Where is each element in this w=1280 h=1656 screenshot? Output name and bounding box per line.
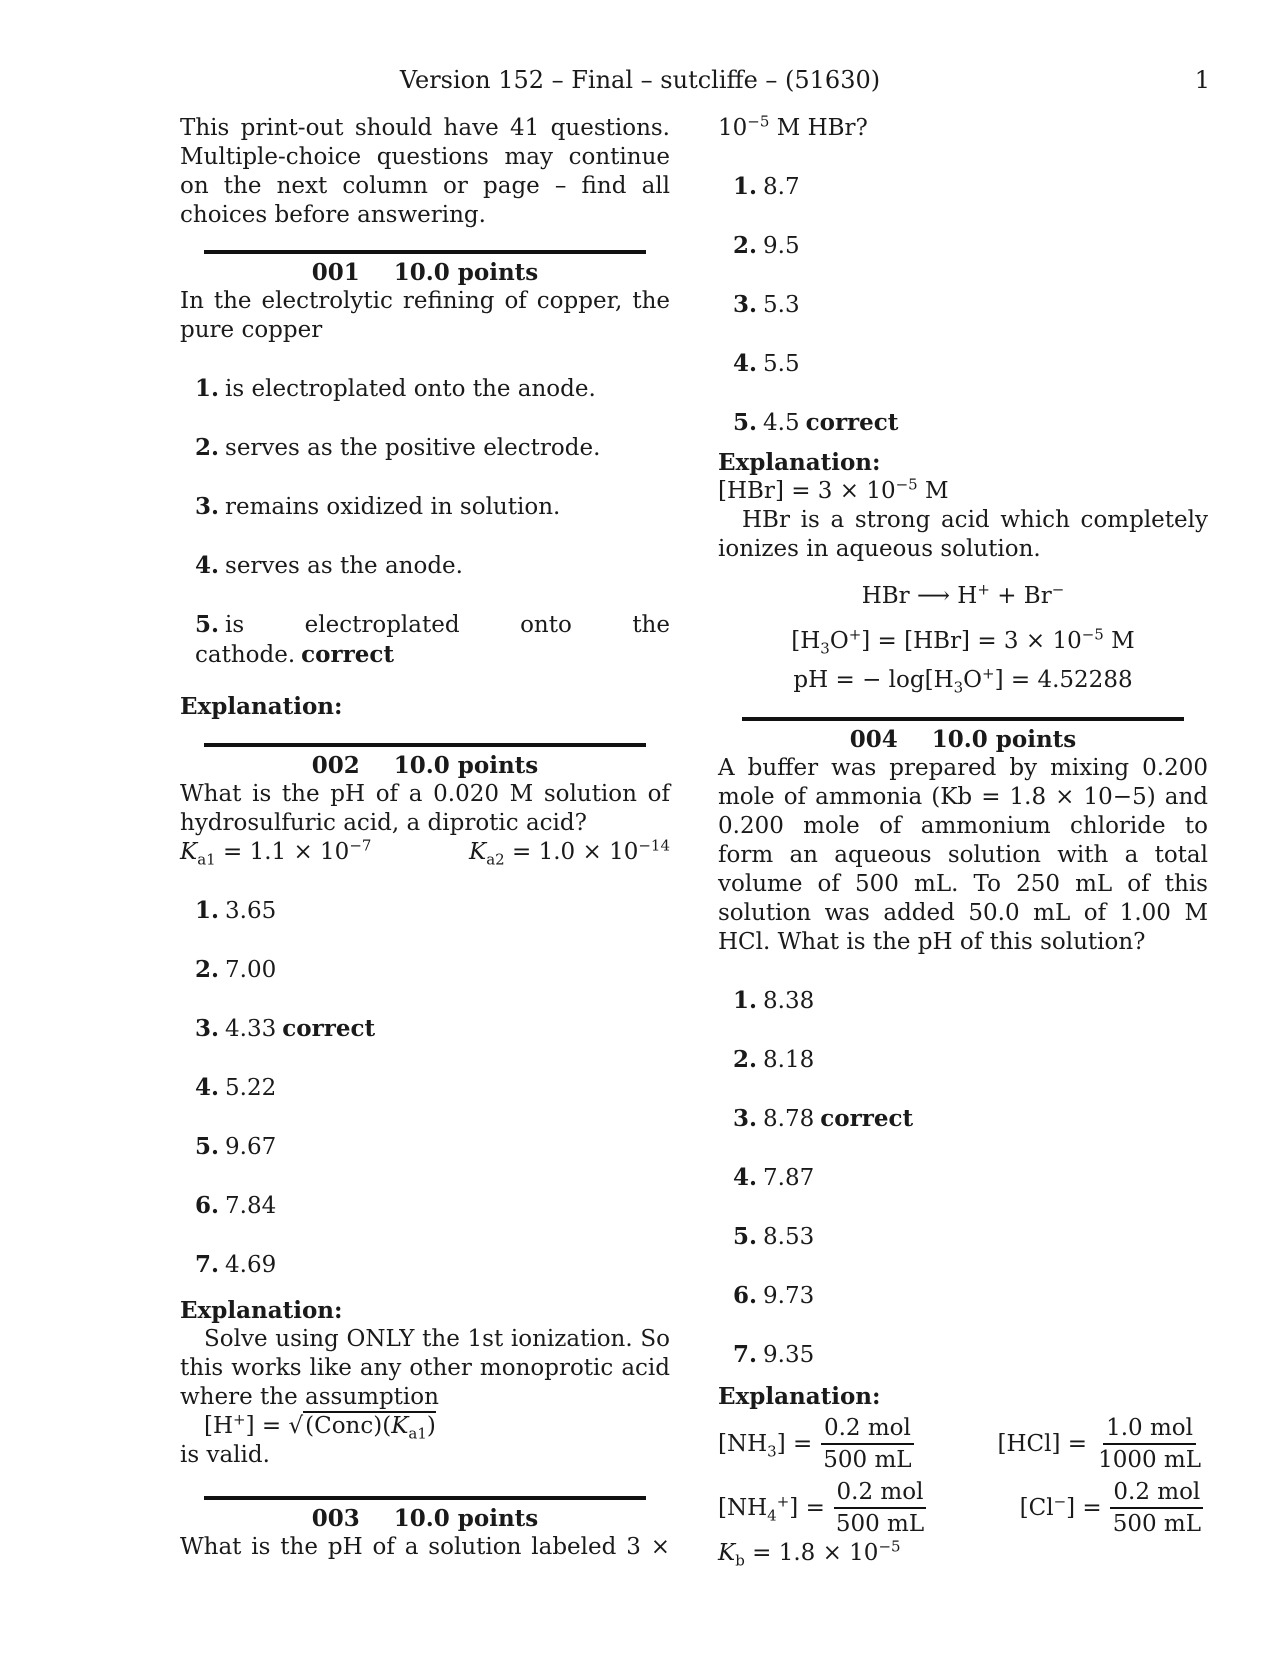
- ka2-value: $K_{a2} = 1.0 \times 10^{-14}$: [469, 836, 670, 869]
- choice-004-1[interactable]: 1. 8.38: [733, 987, 815, 1014]
- valid-text: is valid.: [180, 1442, 270, 1468]
- right-column: [718, 114, 1208, 1568]
- choice-001-4[interactable]: 4. serves as the anode.: [195, 552, 463, 579]
- kb-value: $K_b = 1.8 \times 10^{-5}$: [718, 1537, 901, 1570]
- page-number: 1: [1194, 66, 1210, 94]
- question-divider: [742, 717, 1184, 721]
- choice-002-2[interactable]: 2. 7.00: [195, 956, 277, 983]
- correct-marker: correct: [301, 641, 394, 668]
- nh3-fraction: $[NH_3]$ = $\frac{\text{0.2 mol}}{500 mL}$: [718, 1413, 919, 1475]
- hcl-fraction: [HCl] = $\frac{\text{1.0 mol}}{1000 mL}$: [997, 1415, 1201, 1473]
- question-text-001: In the electrolytic refining of copper, the pure copper: [180, 288, 670, 343]
- equation-ph: pH = − $\log[H_3O^+] = 4.52288$: [793, 664, 1133, 697]
- explanation-text-003: HBr is a strong acid which completely ionizes in aqueous solution.: [718, 507, 1208, 562]
- choice-003-2[interactable]: 2. 9.5: [733, 232, 800, 259]
- choice-004-3[interactable]: 3. 8.78 correct: [733, 1105, 914, 1132]
- equation-h3o: $[H_3O^+] = [HBr] = 3 \times 10^{-5}$ M: [791, 625, 1135, 658]
- equation-dissociation: HBr ⟶ H+ + Br−: [861, 580, 1065, 609]
- question-number: 001: [311, 259, 360, 286]
- question-points: 10.0 points: [393, 1505, 539, 1532]
- choice-001-3[interactable]: 3. remains oxidized in solution.: [195, 493, 561, 520]
- question-text-003: What is the pH of a solution labeled 3 ×: [180, 1534, 670, 1560]
- question-divider: [204, 250, 646, 254]
- question-text-003-cont: $10^{-5}$ M HBr?: [718, 112, 868, 141]
- choice-004-7[interactable]: 7. 9.35: [733, 1341, 815, 1368]
- question-text-002: What is the pH of a 0.020 M solution of hydrosulfuric acid, a diprotic acid?: [180, 781, 670, 836]
- question-header-004: [718, 725, 1208, 754]
- choice-002-6[interactable]: 6. 7.84: [195, 1192, 277, 1219]
- intro-text: This print-out should have 41 questions. Multiple-choice questions may continue on the next column or page – find all choices before answering.: [180, 115, 670, 228]
- question-divider: [204, 743, 646, 747]
- question-points: 10.0 points: [393, 752, 539, 779]
- ka-values: [180, 838, 670, 867]
- choice-002-7[interactable]: 7. 4.69: [195, 1251, 277, 1278]
- fraction-row-2: [718, 1475, 1208, 1539]
- correct-marker: correct: [282, 1015, 376, 1042]
- cl-fraction: [Cl−] = $\frac{\text{0.2 mol}}{500 mL}$: [1020, 1477, 1208, 1539]
- choice-002-4[interactable]: 4. 5.22: [195, 1074, 277, 1101]
- question-header-003: [180, 1504, 670, 1533]
- explanation-title: Explanation:: [718, 449, 881, 476]
- question-header-001: [180, 258, 670, 287]
- choice-001-2[interactable]: 2. serves as the positive electrode.: [195, 434, 601, 461]
- question-number: 003: [311, 1505, 360, 1532]
- explanation-title: Explanation:: [180, 693, 343, 720]
- left-column: [180, 114, 670, 1562]
- choice-004-4[interactable]: 4. 7.87: [733, 1164, 815, 1191]
- choice-004-6[interactable]: 6. 9.73: [733, 1282, 815, 1309]
- choice-001-1[interactable]: 1. is electroplated onto the anode.: [195, 375, 596, 402]
- choice-003-4[interactable]: 4. 5.5: [733, 350, 800, 377]
- ka1-value: $K_{a1} = 1.1 \times 10^{-7}$: [180, 836, 372, 869]
- choice-003-5[interactable]: 5. 4.5 correct: [733, 409, 899, 436]
- question-points: 10.0 points: [931, 726, 1077, 753]
- choice-004-2[interactable]: 2. 8.18: [733, 1046, 815, 1073]
- nh4-fraction: $[NH_4^+]$ = $\frac{\text{0.2 mol}}{500 mL}$: [718, 1477, 931, 1539]
- question-number: 004: [849, 726, 898, 753]
- choice-003-3[interactable]: 3. 5.3: [733, 291, 800, 318]
- explanation-text-002: Solve using ONLY the 1st ionization. So this works like any other monoprotic acid where the assumption: [180, 1326, 670, 1410]
- choice-004-5[interactable]: 5. 8.53: [733, 1223, 815, 1250]
- choice-002-3[interactable]: 3. 4.33 correct: [195, 1015, 376, 1042]
- question-text-004: A buffer was prepared by mixing 0.200 mole of ammonia (Kb = 1.8 × 10−5) and 0.200 mole of ammonium chloride to form an aqueous solution with a total volume of 500 mL. To 250 mL of this solution was added 50.0 mL of 1.00 M HCl. What is the pH of this solution?: [718, 755, 1208, 955]
- choice-002-1[interactable]: 1. 3.65: [195, 897, 277, 924]
- explanation-title: Explanation:: [180, 1297, 343, 1324]
- question-divider: [204, 1496, 646, 1500]
- correct-marker: correct: [820, 1105, 914, 1132]
- choice-003-1[interactable]: 1. 8.7: [733, 173, 800, 200]
- question-header-002: [180, 751, 670, 780]
- choice-001-5[interactable]: 5. is electroplated onto the cathode. correct: [195, 611, 670, 668]
- question-number: 002: [311, 752, 360, 779]
- hbr-concentration: $[HBr] = 3 \times 10^{-5}$ M: [718, 475, 949, 504]
- explanation-title: Explanation:: [718, 1383, 881, 1410]
- question-points: 10.0 points: [393, 259, 539, 286]
- page-header: [0, 66, 1280, 98]
- sqrt-formula: $[H^+] = √(Conc)(K_{a1})$: [204, 1410, 436, 1443]
- choice-002-5[interactable]: 5. 9.67: [195, 1133, 277, 1160]
- page-title: Version 152 – Final – sutcliffe – (51630): [399, 66, 881, 94]
- fraction-row-1: [718, 1411, 1208, 1475]
- correct-marker: correct: [805, 409, 899, 436]
